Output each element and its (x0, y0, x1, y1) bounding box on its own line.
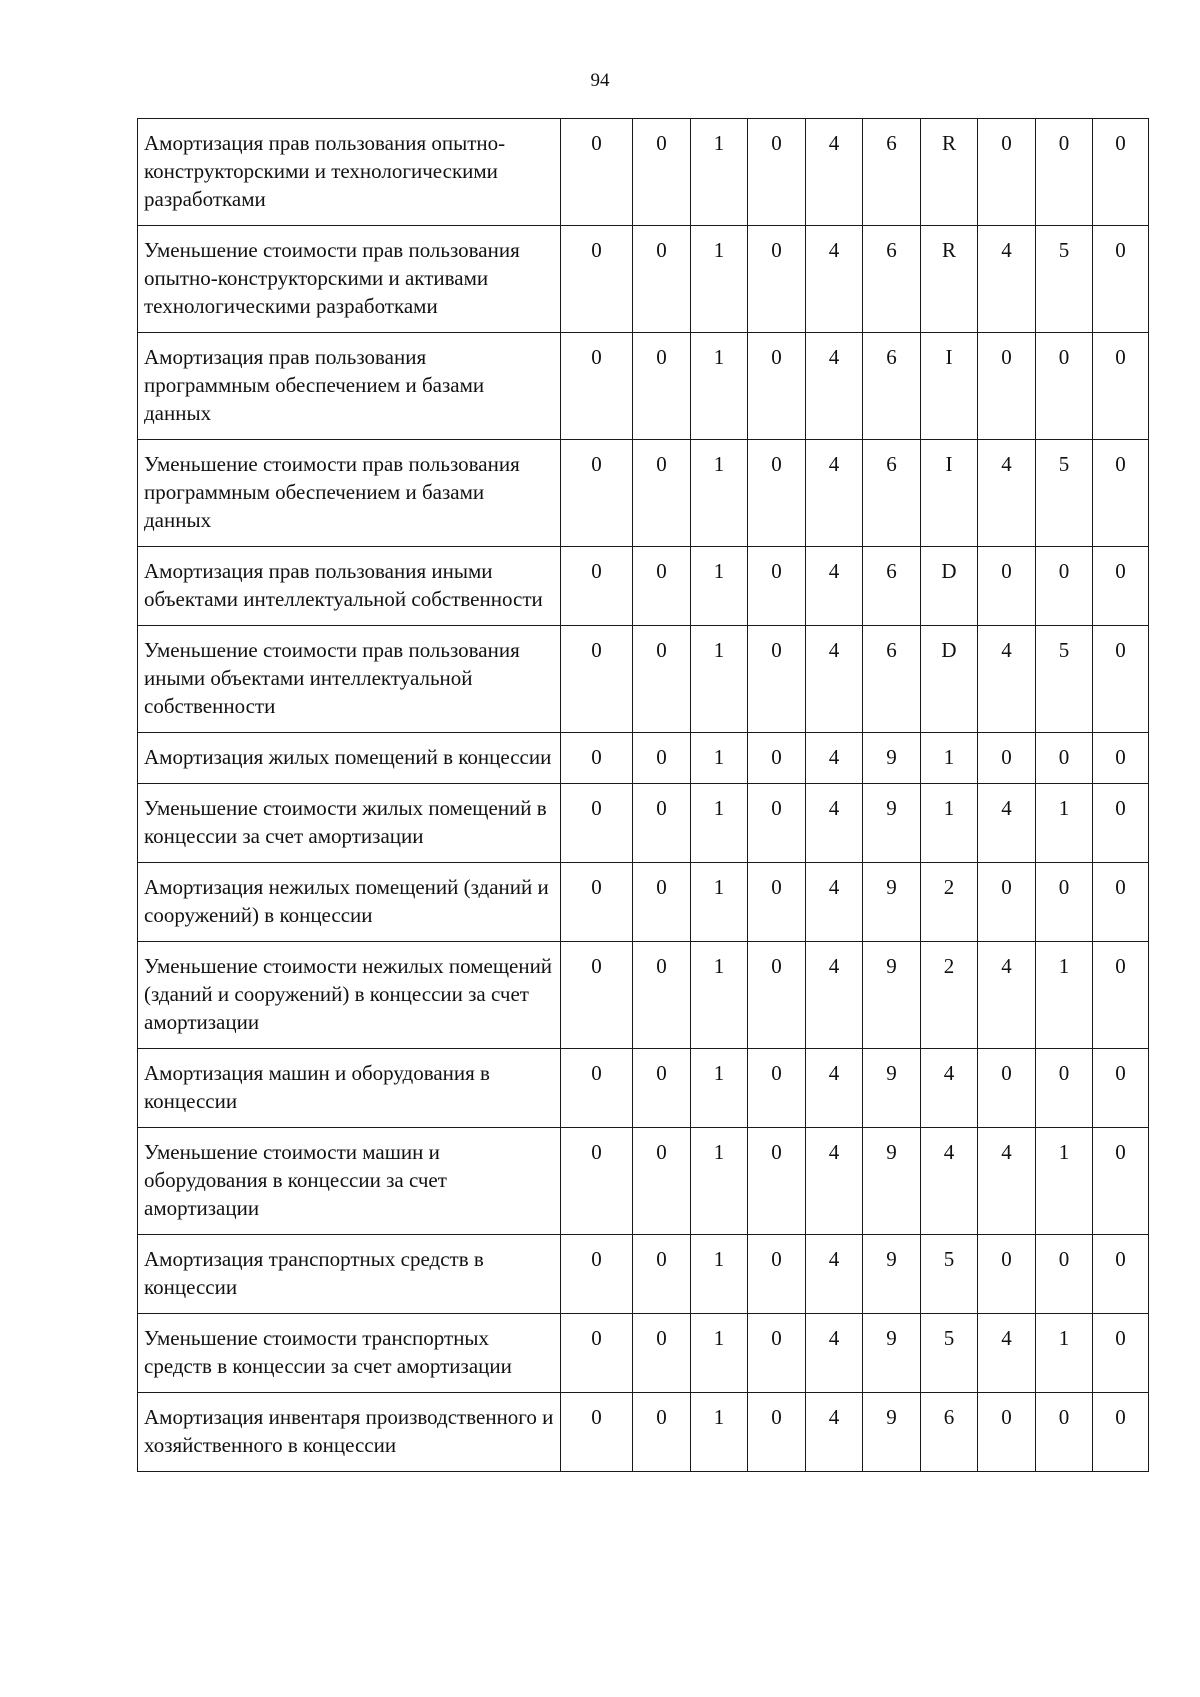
code-digit-cell: 0 (633, 333, 691, 440)
code-digit-cell: 0 (978, 733, 1036, 784)
code-digit-cell: 5 (1036, 226, 1093, 333)
code-digit-cell: 0 (633, 784, 691, 863)
row-description: Уменьшение стоимости прав пользования программным обеспечением и базами данных (138, 440, 561, 547)
code-digit-cell: 0 (1093, 784, 1149, 863)
code-digit-cell: 4 (806, 863, 863, 942)
code-digit-cell: 1 (1036, 1314, 1093, 1393)
code-digit-cell: 4 (978, 1314, 1036, 1393)
code-digit-cell: D (921, 626, 978, 733)
code-digit-cell: 0 (978, 863, 1036, 942)
code-digit-cell: 0 (561, 733, 633, 784)
code-digit-cell: 9 (863, 1393, 921, 1472)
code-digit-cell: 0 (978, 547, 1036, 626)
code-digit-cell: 0 (1036, 547, 1093, 626)
code-digit-cell: 4 (978, 626, 1036, 733)
code-digit-cell: 1 (921, 733, 978, 784)
code-digit-cell: 0 (633, 1049, 691, 1128)
code-digit-cell: 0 (1093, 333, 1149, 440)
row-description: Амортизация машин и оборудования в концессии (138, 1049, 561, 1128)
code-digit-cell: 1 (691, 226, 748, 333)
code-digit-cell: 1 (691, 119, 748, 226)
code-digit-cell: 0 (1093, 942, 1149, 1049)
code-digit-cell: 4 (806, 1049, 863, 1128)
code-digit-cell: 0 (633, 226, 691, 333)
code-digit-cell: 0 (561, 1393, 633, 1472)
code-digit-cell: 0 (748, 119, 806, 226)
code-digit-cell: 0 (633, 1314, 691, 1393)
code-digit-cell: 4 (806, 942, 863, 1049)
code-digit-cell: 1 (691, 863, 748, 942)
row-description: Амортизация жилых помещений в концессии (138, 733, 561, 784)
code-digit-cell: 4 (978, 1128, 1036, 1235)
code-digit-cell: I (921, 333, 978, 440)
row-description: Амортизация транспортных средств в концессии (138, 1235, 561, 1314)
code-digit-cell: 6 (863, 119, 921, 226)
table-row (138, 1235, 1149, 1314)
code-digit-cell: 1 (691, 333, 748, 440)
row-description: Амортизация инвентаря производственного и хозяйственного в концессии (138, 1393, 561, 1472)
code-digit-cell: 1 (691, 784, 748, 863)
table-row (138, 626, 1149, 733)
code-digit-cell: 0 (748, 733, 806, 784)
code-digit-cell: 4 (978, 784, 1036, 863)
row-description: Уменьшение стоимости нежилых помещений (зданий и сооружений) в концессии за счет амортизации (138, 942, 561, 1049)
row-description: Уменьшение стоимости машин и оборудования в концессии за счет амортизации (138, 1128, 561, 1235)
code-digit-cell: 4 (806, 440, 863, 547)
code-digit-cell: 0 (561, 784, 633, 863)
code-digit-cell: 4 (806, 1128, 863, 1235)
code-digit-cell: 9 (863, 784, 921, 863)
code-digit-cell: I (921, 440, 978, 547)
table-row (138, 119, 1149, 226)
code-digit-cell: 0 (978, 333, 1036, 440)
code-digit-cell: 0 (561, 1128, 633, 1235)
code-digit-cell: 6 (863, 626, 921, 733)
code-digit-cell: 0 (633, 942, 691, 1049)
code-digit-cell: 5 (1036, 440, 1093, 547)
code-digit-cell: 0 (561, 333, 633, 440)
code-digit-cell: 0 (748, 547, 806, 626)
code-digit-cell: 0 (633, 119, 691, 226)
code-digit-cell: 0 (978, 1235, 1036, 1314)
table-row (138, 1049, 1149, 1128)
row-description: Уменьшение стоимости жилых помещений в концессии за счет амортизации (138, 784, 561, 863)
code-digit-cell: 0 (1093, 733, 1149, 784)
code-digit-cell: 0 (1036, 1049, 1093, 1128)
code-digit-cell: 0 (1093, 1049, 1149, 1128)
code-digit-cell: 0 (1093, 1128, 1149, 1235)
code-digit-cell: 0 (1093, 119, 1149, 226)
table-row (138, 1393, 1149, 1472)
code-digit-cell: 9 (863, 1235, 921, 1314)
code-digit-cell: 6 (863, 333, 921, 440)
row-description: Амортизация нежилых помещений (зданий и сооружений) в концессии (138, 863, 561, 942)
code-digit-cell: 0 (748, 863, 806, 942)
table-row (138, 733, 1149, 784)
table-row (138, 547, 1149, 626)
table-row (138, 863, 1149, 942)
row-description: Уменьшение стоимости транспортных средств в концессии за счет амортизации (138, 1314, 561, 1393)
code-digit-cell: 4 (978, 226, 1036, 333)
code-digit-cell: 0 (1093, 863, 1149, 942)
code-digit-cell: 5 (921, 1314, 978, 1393)
code-digit-cell: 0 (561, 1049, 633, 1128)
code-digit-cell: 1 (1036, 1128, 1093, 1235)
code-digit-cell: 1 (691, 440, 748, 547)
code-digit-cell: 0 (1093, 626, 1149, 733)
table-row (138, 784, 1149, 863)
code-digit-cell: 0 (633, 440, 691, 547)
code-digit-cell: 0 (633, 863, 691, 942)
code-digit-cell: 0 (633, 1393, 691, 1472)
code-digit-cell: 1 (691, 733, 748, 784)
code-digit-cell: 0 (748, 1235, 806, 1314)
table-row (138, 1128, 1149, 1235)
table-body (138, 119, 1149, 1472)
code-digit-cell: 6 (921, 1393, 978, 1472)
code-digit-cell: 4 (806, 733, 863, 784)
code-digit-cell: 0 (978, 1049, 1036, 1128)
code-digit-cell: 0 (633, 626, 691, 733)
code-digit-cell: 2 (921, 863, 978, 942)
row-description: Уменьшение стоимости прав пользования опытно-конструкторскими и активами технологическими разработками (138, 226, 561, 333)
code-digit-cell: 0 (1093, 1314, 1149, 1393)
code-digit-cell: 1 (691, 1314, 748, 1393)
code-digit-cell: 4 (978, 440, 1036, 547)
row-description: Уменьшение стоимости прав пользования иными объектами интеллектуальной собственности (138, 626, 561, 733)
code-digit-cell: 0 (748, 226, 806, 333)
code-digit-cell: 4 (806, 1314, 863, 1393)
code-digit-cell: R (921, 226, 978, 333)
code-digit-cell: 6 (863, 440, 921, 547)
code-digit-cell: 4 (921, 1049, 978, 1128)
code-digit-cell: 4 (806, 226, 863, 333)
code-digit-cell: 0 (748, 626, 806, 733)
code-digit-cell: 0 (748, 333, 806, 440)
code-digit-cell: 4 (806, 333, 863, 440)
code-digit-cell: 4 (806, 626, 863, 733)
code-digit-cell: 4 (978, 942, 1036, 1049)
code-digit-cell: 0 (1093, 547, 1149, 626)
row-description: Амортизация прав пользования программным обеспечением и базами данных (138, 333, 561, 440)
code-digit-cell: 0 (748, 1314, 806, 1393)
table-row (138, 942, 1149, 1049)
code-digit-cell: 4 (921, 1128, 978, 1235)
code-digit-cell: 0 (748, 784, 806, 863)
code-digit-cell: 1 (1036, 784, 1093, 863)
code-digit-cell: 4 (806, 1235, 863, 1314)
code-digit-cell: D (921, 547, 978, 626)
code-digit-cell: 5 (1036, 626, 1093, 733)
code-digit-cell: 0 (561, 942, 633, 1049)
code-digit-cell: 0 (1093, 1235, 1149, 1314)
code-digit-cell: 4 (806, 1393, 863, 1472)
code-digit-cell: 1 (691, 1393, 748, 1472)
code-digit-cell: 0 (561, 547, 633, 626)
code-digit-cell: 0 (748, 1049, 806, 1128)
code-digit-cell: 0 (561, 1314, 633, 1393)
code-digit-cell: 9 (863, 1314, 921, 1393)
page-number: 94 (590, 70, 610, 91)
code-digit-cell: 5 (921, 1235, 978, 1314)
code-digit-cell: R (921, 119, 978, 226)
code-digit-cell: 9 (863, 733, 921, 784)
code-digit-cell: 9 (863, 1128, 921, 1235)
code-digit-cell: 0 (748, 1128, 806, 1235)
row-description: Амортизация прав пользования опытно-конструкторскими и технологическими разработками (138, 119, 561, 226)
code-digit-cell: 0 (561, 863, 633, 942)
code-digit-cell: 6 (863, 226, 921, 333)
code-digit-cell: 0 (1036, 333, 1093, 440)
code-digit-cell: 1 (691, 1128, 748, 1235)
code-digit-cell: 0 (978, 1393, 1036, 1472)
code-digit-cell: 1 (691, 547, 748, 626)
code-digit-cell: 4 (806, 784, 863, 863)
code-digit-cell: 0 (1036, 863, 1093, 942)
code-digit-cell: 9 (863, 863, 921, 942)
code-digit-cell: 9 (863, 1049, 921, 1128)
code-digit-cell: 0 (633, 547, 691, 626)
code-digit-cell: 0 (748, 942, 806, 1049)
code-digit-cell: 1 (691, 942, 748, 1049)
code-digit-cell: 1 (691, 1049, 748, 1128)
code-digit-cell: 0 (561, 119, 633, 226)
table-row (138, 333, 1149, 440)
code-digit-cell: 0 (1093, 226, 1149, 333)
code-digit-cell: 1 (691, 626, 748, 733)
code-digit-cell: 4 (806, 547, 863, 626)
code-digit-cell: 0 (748, 440, 806, 547)
code-digit-cell: 0 (1036, 119, 1093, 226)
table-row (138, 226, 1149, 333)
code-digit-cell: 0 (1093, 440, 1149, 547)
code-digit-cell: 6 (863, 547, 921, 626)
row-description: Амортизация прав пользования иными объектами интеллектуальной собственности (138, 547, 561, 626)
code-digit-cell: 9 (863, 942, 921, 1049)
code-digit-cell: 1 (691, 1235, 748, 1314)
table-row (138, 1314, 1149, 1393)
code-digit-cell: 0 (633, 1235, 691, 1314)
code-digit-cell: 0 (561, 226, 633, 333)
code-digit-cell: 4 (806, 119, 863, 226)
code-digit-cell: 0 (1036, 1235, 1093, 1314)
code-digit-cell: 0 (1093, 1393, 1149, 1472)
code-digit-cell: 0 (561, 626, 633, 733)
account-codes-table (137, 118, 1149, 1472)
code-digit-cell: 0 (1036, 733, 1093, 784)
code-digit-cell: 2 (921, 942, 978, 1049)
code-digit-cell: 1 (921, 784, 978, 863)
code-digit-cell: 0 (561, 1235, 633, 1314)
code-digit-cell: 0 (1036, 1393, 1093, 1472)
code-digit-cell: 0 (978, 119, 1036, 226)
code-digit-cell: 0 (633, 733, 691, 784)
code-digit-cell: 0 (633, 1128, 691, 1235)
code-digit-cell: 0 (561, 440, 633, 547)
code-digit-cell: 1 (1036, 942, 1093, 1049)
table-row (138, 440, 1149, 547)
code-digit-cell: 0 (748, 1393, 806, 1472)
